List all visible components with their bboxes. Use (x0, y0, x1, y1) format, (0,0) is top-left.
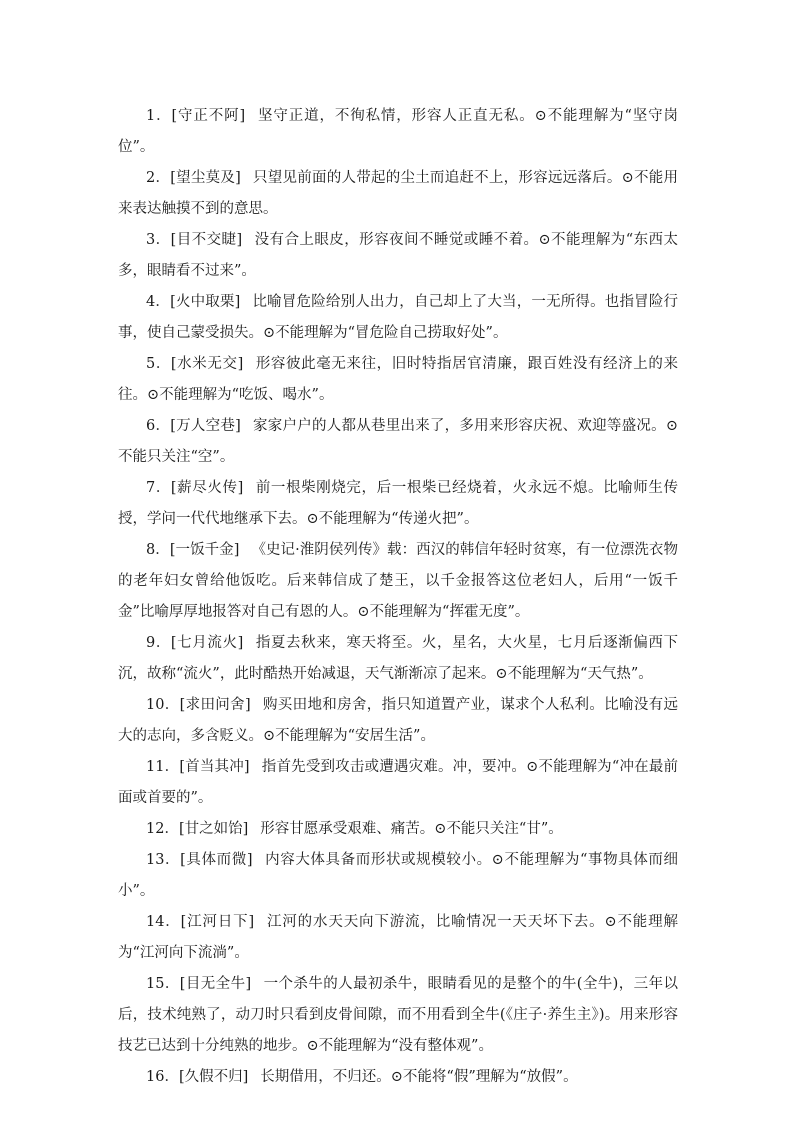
idiom-explanation: 指首先受到攻击或遭遇灾难。冲，要冲。⊙不能理解为“冲在最前面或首要的”。 (118, 759, 678, 806)
idiom-explanation: 江河的水天天向下游流，比喻情况一天天坏下去。⊙不能理解为“江河向下流淌”。 (118, 914, 678, 961)
idiom-explanation: 比喻冒危险给别人出力，自己却上了大当，一无所得。也指冒险行事，使自己蒙受损失。⊙不能理解为“冒危险自己捞取好处”。 (118, 294, 678, 341)
idiom-list (118, 101, 678, 1093)
idiom-entry-2 (118, 163, 678, 225)
entry-number: 8． (146, 542, 170, 558)
entry-number: 16． (146, 1069, 179, 1085)
idiom-entry-5 (118, 349, 678, 411)
entry-number: 9． (146, 635, 171, 651)
idiom-explanation: 没有合上眼皮，形容夜间不睡觉或睡不着。⊙不能理解为“东西太多，眼睛看不过来”。 (118, 232, 678, 279)
idiom-term: [首当其冲] (179, 759, 250, 775)
idiom-term: [薪尽火传] (170, 480, 244, 496)
idiom-explanation: 坚守正道，不徇私情，形容人正直无私。⊙不能理解为“坚守岗位”。 (118, 108, 678, 155)
idiom-term: [水米无交] (170, 356, 244, 372)
entry-number: 11． (146, 759, 180, 775)
idiom-explanation: 指夏去秋来，寒天将至。火，星名，大火星，七月后逐渐偏西下沉，故称“流火”，此时酷热开始减退，天气渐渐凉了起来。⊙不能理解为“天气热”。 (118, 635, 678, 682)
entry-number: 2． (146, 170, 171, 186)
entry-number: 1． (146, 108, 172, 124)
idiom-explanation: 形容甘愿承受艰难、痛苦。⊙不能只关注“甘”。 (260, 821, 563, 837)
entry-number: 13． (146, 852, 181, 868)
idiom-term: [具体而微] (180, 852, 253, 868)
idiom-entry-13 (118, 845, 678, 907)
idiom-entry-14 (118, 907, 678, 969)
idiom-term: [守正不阿] (171, 108, 246, 124)
idiom-entry-10 (118, 690, 678, 752)
idiom-explanation: 家家户户的人都从巷里出来了，多用来形容庆祝、欢迎等盛况。⊙不能只关注“空”。 (118, 418, 678, 465)
entry-number: 4． (146, 294, 171, 310)
idiom-explanation: 前一根柴刚烧完，后一根柴已经烧着，火永远不熄。比喻师生传授，学问一代代地继承下去。⊙不能理解为“传递火把”。 (118, 480, 678, 527)
idiom-term: [江河日下] (180, 914, 255, 930)
idiom-term: [万人空巷] (170, 418, 241, 434)
idiom-term: [一饭千金] (169, 542, 240, 558)
entry-number: 6． (146, 418, 171, 434)
idiom-term: [火中取栗] (170, 294, 241, 310)
idiom-term: [七月流火] (170, 635, 244, 651)
entry-number: 5． (146, 356, 171, 372)
idiom-term: [求田问舍] (179, 697, 251, 713)
idiom-explanation: 一个杀牛的人最初杀牛，眼睛看见的是整个的牛(全牛)，三年以后，技术纯熟了，动刀时只看到皮骨间隙，而不用看到全牛(《庄子·养生主》)。用来形容技艺已达到十分纯熟的地步。⊙不能理解为“没有整体观”。 (118, 976, 678, 1054)
idiom-term: [望尘莫及] (170, 170, 241, 186)
idiom-entry-7 (118, 473, 678, 535)
idiom-entry-6 (118, 411, 678, 473)
idiom-explanation: 内容大体具备而形状或规模较小。⊙不能理解为“事物具体而细小”。 (118, 852, 679, 899)
idiom-explanation: 长期借用，不归还。⊙不能将“假”理解为“放假”。 (260, 1069, 578, 1085)
entry-number: 12． (146, 821, 179, 837)
entry-number: 15． (146, 976, 180, 992)
idiom-entry-8 (118, 535, 678, 628)
idiom-explanation: 《史记·淮阴侯列传》载：西汉的韩信年轻时贫寒，有一位漂洗衣物的老年妇女曾给他饭吃。后来韩信成了楚王，以千金报答这位老妇人，后用“一饭千金”比喻厚厚地报答对自己有恩的人。⊙不能理解为“挥霍无度”。 (118, 542, 678, 620)
idiom-entry-12 (118, 814, 678, 845)
entry-number: 7． (146, 480, 171, 496)
entry-number: 14． (146, 914, 181, 930)
idiom-entry-11 (118, 752, 678, 814)
idiom-entry-3 (118, 225, 678, 287)
idiom-entry-4 (118, 287, 678, 349)
idiom-term: [目无全牛] (179, 976, 252, 992)
entry-number: 10． (146, 697, 180, 713)
idiom-entry-1 (118, 101, 678, 163)
idiom-term: [久假不归] (178, 1069, 249, 1085)
idiom-explanation: 购买田地和房舍，指只知道置产业，谋求个人私利。比喻没有远大的志向，多含贬义。⊙不能理解为“安居生活”。 (118, 697, 678, 744)
idiom-term: [目不交睫] (170, 232, 243, 248)
idiom-entry-15 (118, 969, 678, 1062)
idiom-explanation: 只望见前面的人带起的尘土而追赶不上，形容远远落后。⊙不能用来表达触摸不到的意思。 (118, 170, 678, 217)
entry-number: 3． (146, 232, 171, 248)
idiom-entry-16 (118, 1062, 678, 1093)
idiom-term: [甘之如饴] (178, 821, 249, 837)
idiom-entry-9 (118, 628, 678, 690)
idiom-explanation: 形容彼此毫无来往，旧时特指居官清廉，跟百姓没有经济上的来往。⊙不能理解为“吃饭、喝水”。 (118, 356, 678, 403)
